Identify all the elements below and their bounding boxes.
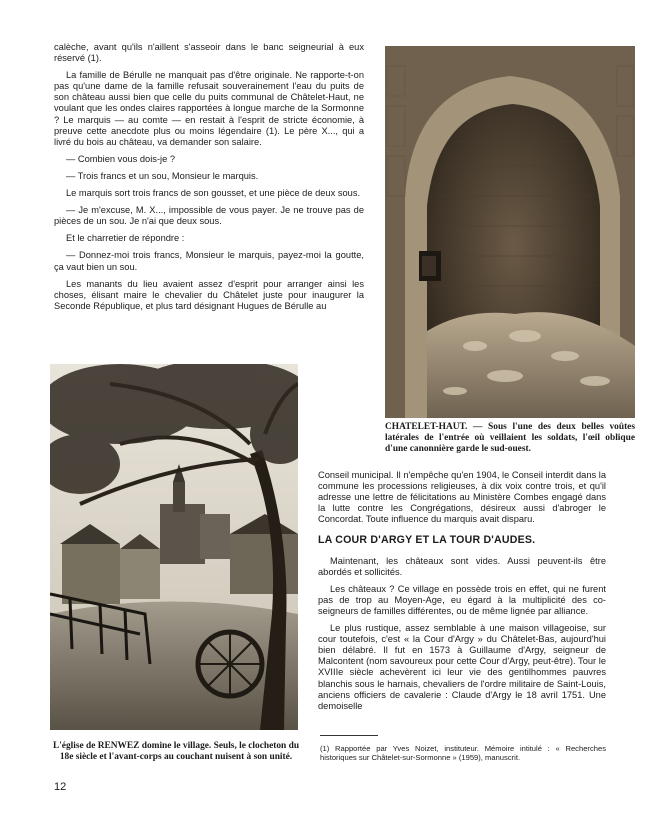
paragraph: Conseil municipal. Il n'empêche qu'en 1904, le Conseil interdit dans la commune les processions religieuses, à dix voix contre trois, et qu'il adresse une lettre de félicitations au Ministère Combes engagé dans la lutte contre les Congrégations, désireux aussi d'abroger le Concordat. Toute influence du marquis avait disparu. xyxy=(318,470,606,525)
paragraph: — Combien vous dois-je ? xyxy=(66,153,176,164)
paragraph: Les manants du lieu avaient assez d'esprit pour arranger ainsi les choses, élisant maire le chevalier du Châtelet juste pour inaugurer la Seconde République, et plus tard désignant Hugues de Bérulle au xyxy=(54,278,364,311)
paragraph: calèche, avant qu'ils n'aillent s'asseoir dans le banc seigneurial à eux réservé (1). xyxy=(54,42,364,64)
paragraph: Les châteaux ? Ce village en possède trois en effet, qui ne furent pas de trop au Moyen-Age, eu égard à la multiplicité des co-seigneurs de familles différentes, ou de même lignée par alliance. xyxy=(318,583,606,616)
village-photo-caption: L'église de RENWEZ domine le village. Seuls, le clocheton du 18e siècle et l'avant-corps au couchant nuisent à son unité. xyxy=(52,741,300,762)
footnote: (1) Rapportée par Yves Noizet, instituteur. Mémoire intitulé : « Recherches historiques sur Châtelet-sur-Sormonne » (1959), manuscrit. xyxy=(320,744,606,763)
caption-text: — Sous l'une des deux belles voûtes latérales de l'entrée où veillaient les soldats, l'œil oblique d'une canonnière garde le sud-ouest. xyxy=(385,422,635,454)
paragraph: La famille de Bérulle ne manquait pas d'être originale. Ne rapporte-t-on pas qu'une dame de la famille refusait souverainement l'eau du puits de son château aussi bien que celle du puits communal de Châtelet-Haut, ne voulant que les ondes claires rapportées à longue marche de la Sormonne ? Le marquis — au comte — en restait à l'esprit de stricte économie, à preuve cette anecdote plus ou moins légendaire (1). Le père X..., qui a livré du bois au château, va demander son salaire. xyxy=(54,70,364,147)
caption-lead: CHATELET-HAUT. xyxy=(385,422,468,432)
section-heading: LA COUR D'ARGY ET LA TOUR D'AUDES. xyxy=(318,534,536,547)
paragraph: Maintenant, les châteaux sont vides. Aussi peuvent-ils être abordés et sollicités. xyxy=(318,555,606,577)
castle-vault-photo xyxy=(385,46,635,418)
page-number: 12 xyxy=(54,781,67,793)
left-text-column xyxy=(54,42,364,318)
paragraph: — Trois francs et un sou, Monsieur le marquis. xyxy=(66,170,259,181)
castle-photo-caption xyxy=(385,422,635,455)
paragraph: Le marquis sort trois francs de son gousset, et une pièce de deux sous. xyxy=(66,188,361,199)
village-church-photo xyxy=(50,364,298,730)
footnote-rule xyxy=(320,735,378,736)
paragraph: — Donnez-moi trois francs, Monsieur le marquis, payez-moi la goutte, ça vaut bien un sou. xyxy=(54,250,364,272)
paragraph: Et le charretier de répondre : xyxy=(66,233,185,244)
paragraph: — Je m'excuse, M. X..., impossible de vous payer. Je ne trouve pas de pièces de un sou. Je n'ai que deux sous. xyxy=(54,205,364,227)
right-text-column xyxy=(318,470,606,718)
paragraph: Le plus rustique, assez semblable à une maison villageoise, sur cour toutefois, c'est « la Cour d'Argy » du Châtelet-Bas, aujourd'hui bien délabré. Il fut en 1573 à Guillaume d'Argy, seigneur de Malcontent (nom savoureux pour cette Cour d'Argy, peut-être). Tour le XVIIIe siècle achevèrent ici leur vie des gentilhommes pauvres blanchis sous le harnais, chevaliers de l'ordre militaire de Saint-Louis, anciens officiers de cavalerie : Claude d'Argy le 18 avril 1751. Une demoiselle xyxy=(318,623,606,711)
